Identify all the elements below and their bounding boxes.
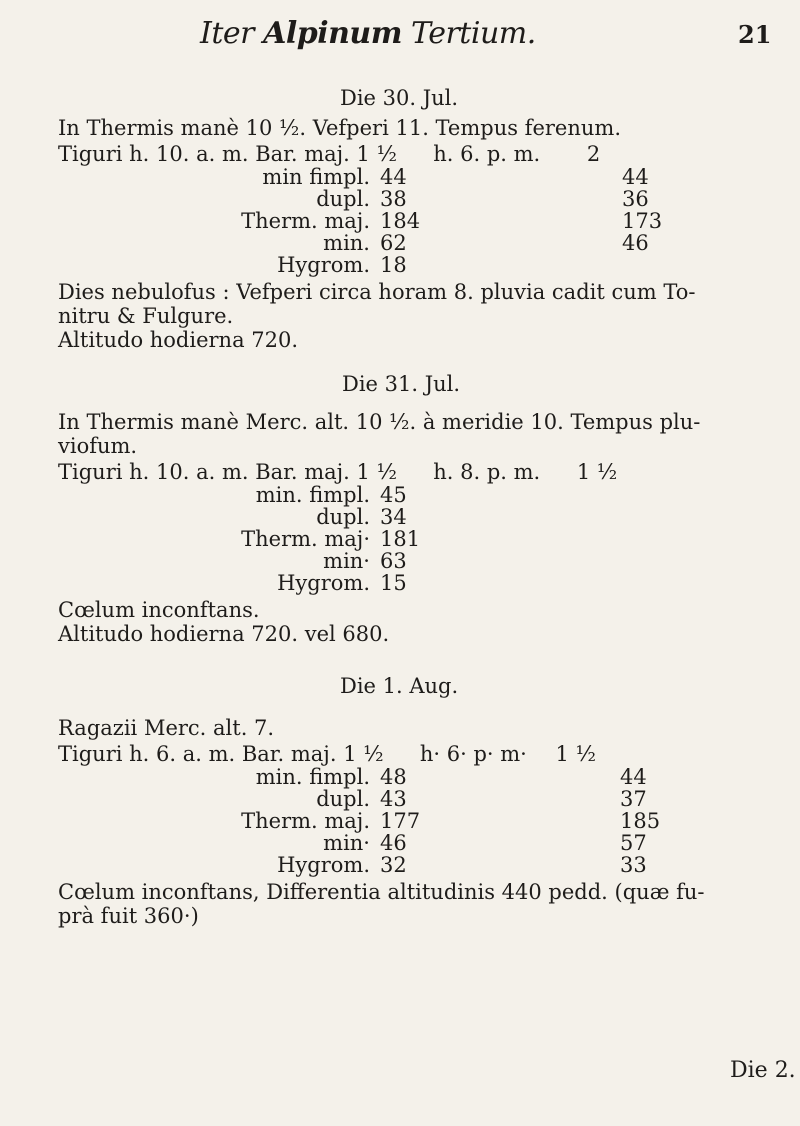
reading-row bbox=[100, 854, 700, 876]
day1-intro: In Thermis manè 10 ½. Vefperi 11. Tempus ferenum. bbox=[58, 116, 621, 140]
reading-label: min fimpl. bbox=[262, 165, 370, 189]
reading-pm: 37 bbox=[620, 787, 647, 811]
reading-label: min· bbox=[323, 831, 370, 855]
reading-pm: 36 bbox=[622, 187, 649, 211]
reading-pm: 57 bbox=[620, 831, 647, 855]
reading-am: 63 bbox=[380, 549, 407, 573]
day3-tiguri-line bbox=[58, 742, 596, 766]
reading-pm: 185 bbox=[620, 809, 661, 833]
day3-pm-time: h· 6· p· m· bbox=[419, 742, 527, 766]
day1-readings bbox=[100, 166, 700, 276]
reading-row bbox=[100, 550, 700, 572]
day3-bar-am: 1 ½ bbox=[343, 742, 384, 766]
reading-row bbox=[100, 788, 700, 810]
day1-note-line2: nitru & Fulgure. bbox=[58, 304, 234, 328]
reading-pm: 46 bbox=[622, 231, 649, 255]
reading-row bbox=[100, 484, 700, 506]
page-number: 21 bbox=[738, 20, 772, 49]
day2-bar-am: 1 ½ bbox=[356, 460, 397, 484]
day2-pm-time: h. 8. p. m. bbox=[433, 460, 541, 484]
reading-am: 181 bbox=[380, 527, 421, 551]
reading-label: Hygrom. bbox=[277, 853, 370, 877]
day1-note-line1: Dies nebulofus : Vefperi circa horam 8. pluvia cadit cum To- bbox=[58, 280, 696, 304]
day1-bar-pm: 2 bbox=[586, 142, 601, 166]
running-title-tertium: Tertium. bbox=[411, 16, 536, 51]
entry-date-31-jul: Die 31. Jul. bbox=[342, 372, 461, 396]
day3-bar-pm: 1 ½ bbox=[555, 742, 596, 766]
reading-am: 15 bbox=[380, 571, 407, 595]
reading-row bbox=[100, 210, 700, 232]
reading-row bbox=[100, 766, 700, 788]
reading-label: min. fimpl. bbox=[255, 483, 370, 507]
day1-pm-time: h. 6. p. m. bbox=[433, 142, 541, 166]
day2-intro-line1: In Thermis manè Merc. alt. 10 ½. à meridie 10. Tempus plu- bbox=[58, 410, 701, 434]
reading-row bbox=[100, 506, 700, 528]
reading-label: Therm. maj. bbox=[241, 809, 370, 833]
day1-bar-am: 1 ½ bbox=[356, 142, 397, 166]
reading-am: 32 bbox=[380, 853, 407, 877]
reading-row bbox=[100, 832, 700, 854]
reading-pm: 44 bbox=[622, 165, 649, 189]
reading-row bbox=[100, 254, 700, 276]
reading-am: 62 bbox=[380, 231, 407, 255]
day2-note: Cœlum inconftans. bbox=[58, 598, 260, 622]
reading-am: 34 bbox=[380, 505, 407, 529]
reading-am: 38 bbox=[380, 187, 407, 211]
reading-label: Hygrom. bbox=[277, 253, 370, 277]
catchword: Die 2. bbox=[730, 1058, 796, 1083]
reading-label: dupl. bbox=[316, 187, 370, 211]
reading-label: min· bbox=[323, 549, 370, 573]
day3-readings bbox=[100, 766, 700, 876]
reading-am: 45 bbox=[380, 483, 407, 507]
day3-note-line2: prà fuit 360·) bbox=[58, 904, 199, 928]
reading-pm: 33 bbox=[620, 853, 647, 877]
reading-label: Therm. maj. bbox=[241, 209, 370, 233]
day1-altitude: Altitudo hodierna 720. bbox=[58, 328, 299, 352]
reading-row bbox=[100, 810, 700, 832]
day3-ragazii: Ragazii Merc. alt. 7. bbox=[58, 716, 275, 740]
reading-row bbox=[100, 528, 700, 550]
day2-tiguri-prefix: Tiguri h. 10. a. m. Bar. maj. bbox=[58, 460, 350, 484]
running-title bbox=[200, 16, 536, 51]
reading-am: 44 bbox=[380, 165, 407, 189]
reading-label: dupl. bbox=[316, 787, 370, 811]
reading-row bbox=[100, 572, 700, 594]
reading-pm: 44 bbox=[620, 765, 647, 789]
day2-bar-pm: 1 ½ bbox=[576, 460, 618, 484]
day3-note-line1: Cœlum inconftans, Differentia altitudinis 440 pedd. (quæ fu- bbox=[58, 880, 705, 904]
day2-readings bbox=[100, 484, 700, 594]
day1-tiguri-line bbox=[58, 142, 600, 166]
reading-label: min. bbox=[323, 231, 370, 255]
reading-am: 177 bbox=[380, 809, 421, 833]
entry-date-1-aug: Die 1. Aug. bbox=[340, 674, 459, 698]
reading-label: Therm. maj· bbox=[241, 527, 370, 551]
reading-label: Hygrom. bbox=[277, 571, 370, 595]
day2-intro-line2: viofum. bbox=[58, 434, 138, 458]
day3-tiguri-prefix: Tiguri h. 6. a. m. Bar. maj. bbox=[58, 742, 337, 766]
reading-label: min. fimpl. bbox=[255, 765, 370, 789]
reading-am: 48 bbox=[380, 765, 407, 789]
running-title-iter: Iter bbox=[200, 16, 255, 51]
reading-am: 43 bbox=[380, 787, 407, 811]
reading-am: 184 bbox=[380, 209, 421, 233]
running-header bbox=[0, 6, 800, 51]
reading-row bbox=[100, 166, 700, 188]
entry-date-30-jul: Die 30. Jul. bbox=[340, 86, 459, 110]
day2-tiguri-line bbox=[58, 460, 617, 484]
reading-row bbox=[100, 188, 700, 210]
reading-label: dupl. bbox=[316, 505, 370, 529]
day2-altitude: Altitudo hodierna 720. vel 680. bbox=[58, 622, 390, 646]
day1-tiguri-prefix: Tiguri h. 10. a. m. Bar. maj. bbox=[58, 142, 350, 166]
reading-row bbox=[100, 232, 700, 254]
reading-am: 18 bbox=[380, 253, 407, 277]
reading-pm: 173 bbox=[622, 209, 663, 233]
running-title-alpinum: Alpinum bbox=[263, 16, 402, 51]
reading-am: 46 bbox=[380, 831, 407, 855]
